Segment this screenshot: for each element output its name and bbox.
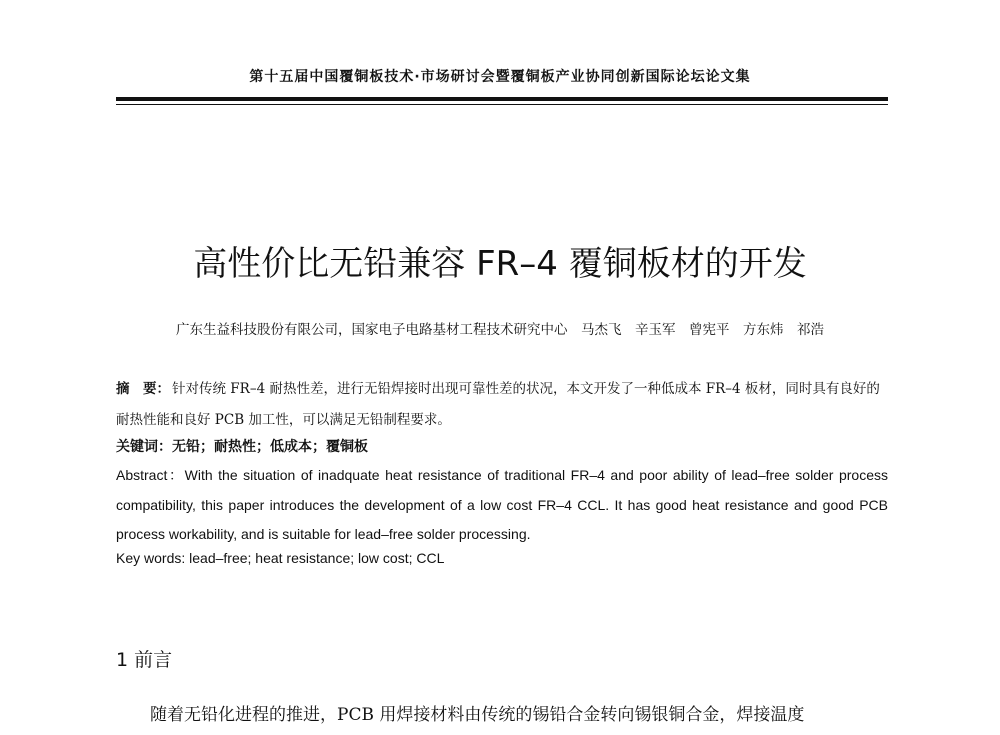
abstract-chinese-label: 摘 要：	[116, 381, 170, 397]
authors-affiliation: 广东生益科技股份有限公司，国家电子电路基材工程技术研究中心 马杰飞 辛玉军 曾宪平 方东炜 祁浩	[176, 322, 824, 338]
header-rule-thick	[116, 97, 888, 101]
running-header: 第十五届中国覆铜板技术·市场研讨会暨覆铜板产业协同创新国际论坛论文集	[249, 69, 751, 85]
header-rule-thin	[116, 104, 888, 105]
keywords-chinese: 关键词：无铅；耐热性；低成本；覆铜板	[116, 439, 368, 455]
abstract-chinese-text: 针对传统 FR–4 耐热性差，进行无铅焊接时出现可靠性差的状况，本文开发了一种低成本 FR–4 板材，同时具有良好的耐热性能和良好 PCB 加工性，可以满足无铅制程要求。	[116, 381, 880, 428]
body-paragraph: 随着无铅化进程的推进，PCB 用焊接材料由传统的锡铅合金转向锡银铜合金，焊接温度	[150, 705, 805, 725]
abstract-chinese	[116, 374, 888, 436]
section-heading: 1 前言	[116, 649, 173, 671]
keywords-english: Key words: lead–free; heat resistance; low cost; CCL	[116, 550, 445, 566]
abstract-english: Abstract：With the situation of inadquate heat resistance of traditional FR–4 and poor ability of lead–free solder process compatibility, this paper introduces the development of a low cost FR–4 CCL. It has good heat resistance and good PCB process workability, and is suitable for lead–free solder processing.	[116, 467, 888, 542]
paper-title: 高性价比无铅兼容 FR–4 覆铜板材的开发	[193, 244, 807, 284]
